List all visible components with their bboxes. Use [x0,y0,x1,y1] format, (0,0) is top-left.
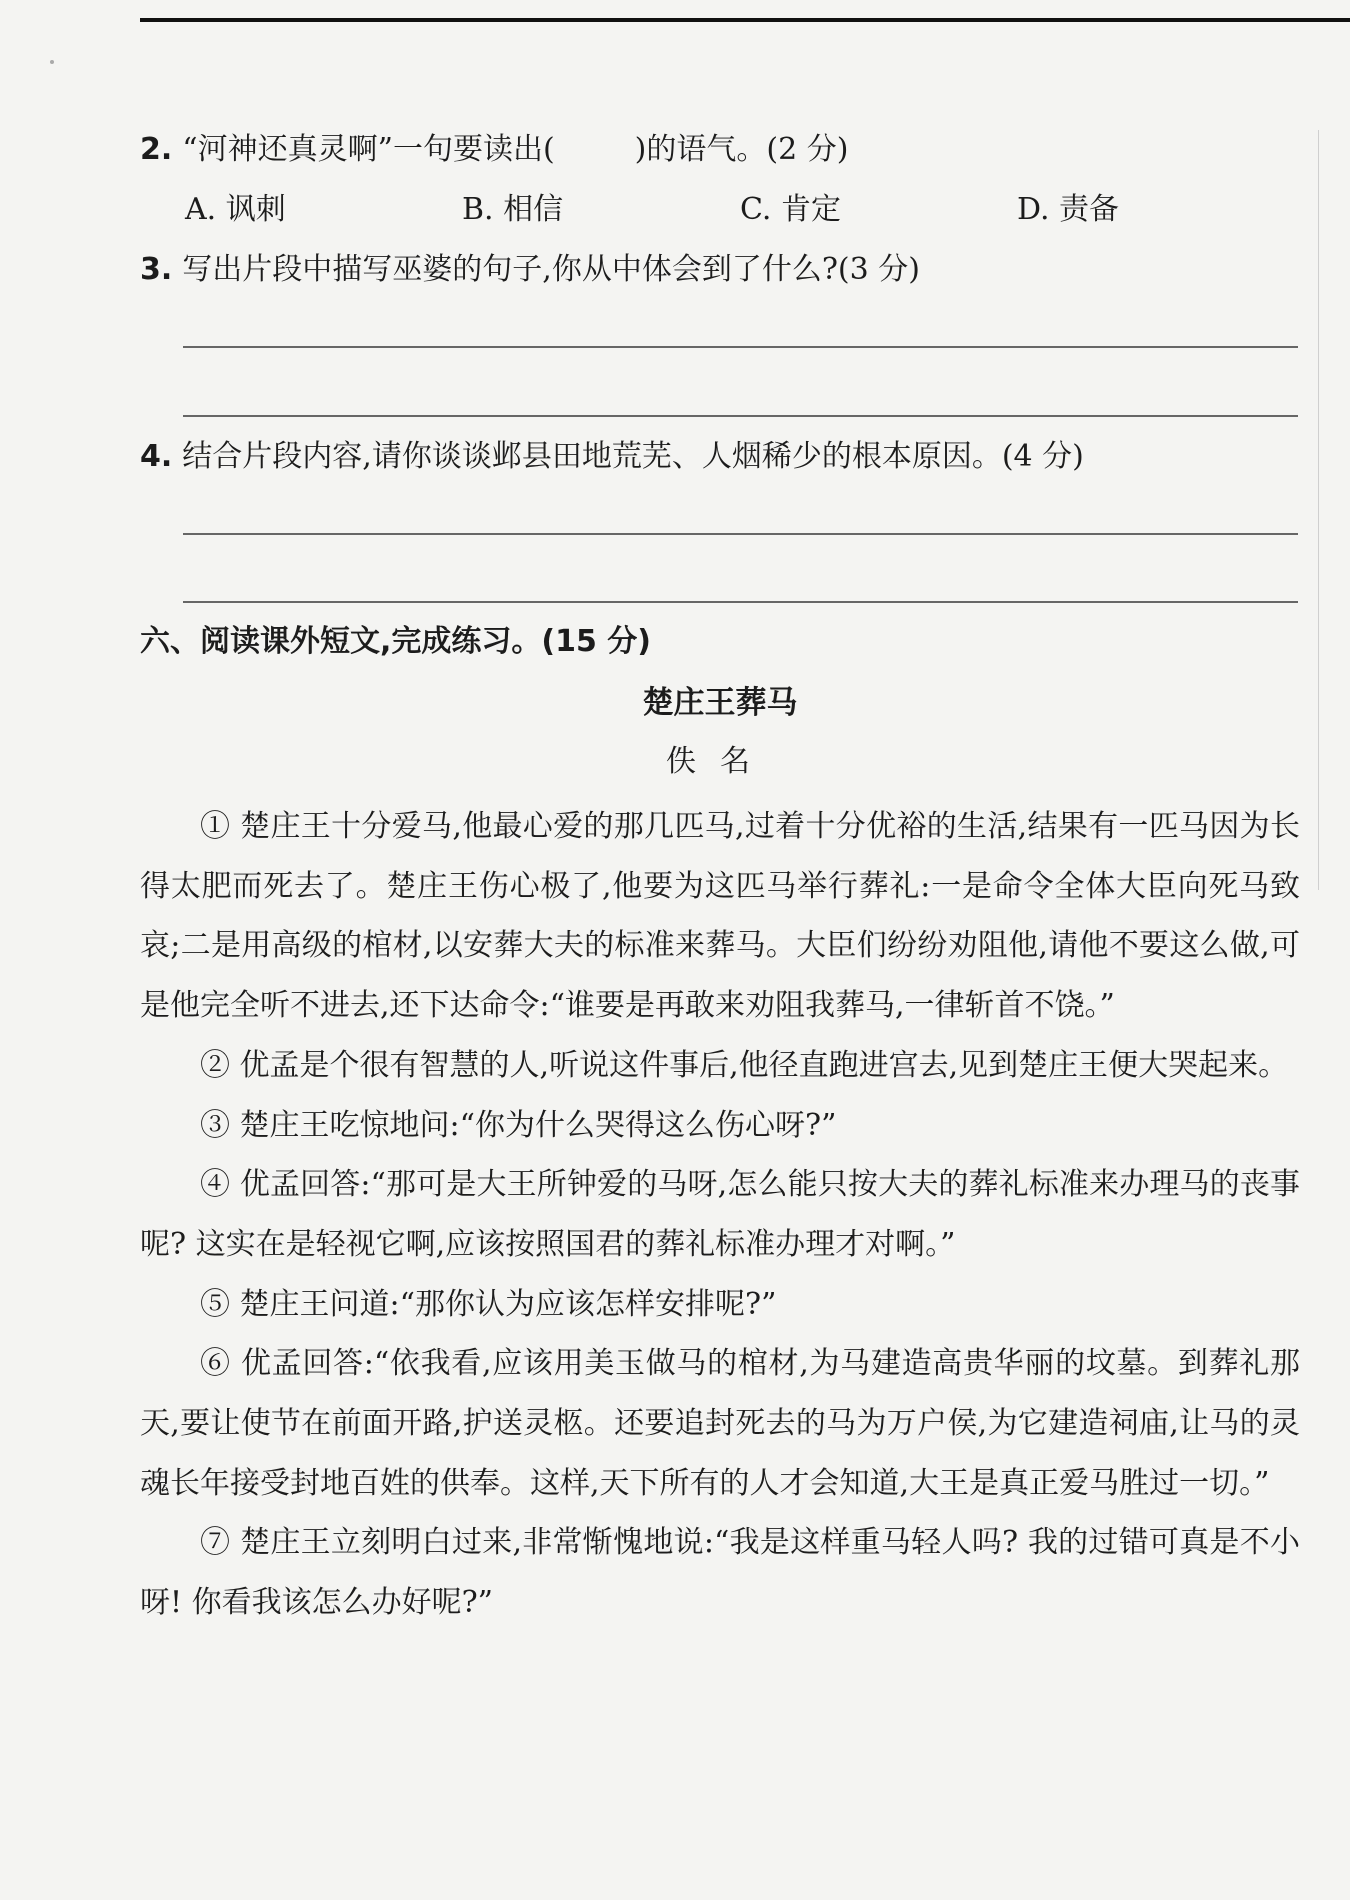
question-2 [140,130,848,170]
question-text: 结合片段内容,请你谈谈邺县田地荒芜、人烟稀少的根本原因。(4 分) [182,439,1084,474]
question-text-start: “河神还真灵啊”一句要读出( [182,132,555,167]
section-heading: 六、阅读课外短文,完成练习。(15 分) [140,624,652,659]
answer-line[interactable] [183,415,1298,417]
option-c[interactable]: C. 肯定 [740,192,841,227]
question-number: 2. [140,132,173,167]
passage-author: 佚名 [666,744,774,779]
answer-line[interactable] [183,533,1298,535]
answer-line[interactable] [183,346,1298,348]
paragraph-4: ④ 优孟回答:“那可是大王所钟爱的马呀,怎么能只按大夫的葬礼标准来办理马的丧事呢? 这实在是轻视它啊,应该按照国君的葬礼标准办理才对啊。” [140,1167,1300,1262]
answer-line[interactable] [183,601,1298,603]
paragraph-2: ② 优孟是个很有智慧的人,听说这件事后,他径直跑进宫去,见到楚庄王便大哭起来。 [200,1047,1289,1083]
question-4 [140,437,1084,477]
paragraph-1: ① 楚庄王十分爱马,他最心爱的那几匹马,过着十分优裕的生活,结果有一匹马因为长得太肥而死去了。楚庄王伤心极了,他要为这匹马举行葬礼:一是命令全体大臣向死马致哀;二是用高级的棺材,以安葬大夫的标准来葬马。大臣们纷纷劝阻他,请他不要这么做,可是他完全听不进去,还下达命令:“谁要是再敢来劝阻我葬马,一律斩首不饶。” [140,809,1300,1024]
question-number: 4. [140,439,173,474]
passage-title: 楚庄王葬马 [642,685,798,721]
paragraph-5: ⑤ 楚庄王问道:“那你认为应该怎样安排呢?” [200,1286,777,1322]
option-a[interactable]: A. 讽刺 [185,192,286,227]
question-number: 3. [140,252,173,287]
question-text: 写出片段中描写巫婆的句子,你从中体会到了什么?(3 分) [182,252,920,287]
scan-speck [50,60,54,64]
paragraph-3: ③ 楚庄王吃惊地问:“你为什么哭得这么伤心呀?” [200,1107,837,1143]
option-b[interactable]: B. 相信 [462,192,564,227]
question-3 [140,250,920,290]
passage-body [140,797,1300,1633]
paragraph-6: ⑥ 优孟回答:“依我看,应该用美玉做马的棺材,为马建造高贵华丽的坟墓。到葬礼那天,要让使节在前面开路,护送灵柩。还要追封死去的马为万户侯,为它建造祠庙,让马的灵魂长年接受封地百姓的供奉。这样,天下所有的人才会知道,大王是真正爱马胜过一切。” [140,1346,1300,1501]
question-text-end: )的语气。(2 分) [634,132,849,167]
paragraph-7: ⑦ 楚庄王立刻明白过来,非常惭愧地说:“我是这样重马轻人吗? 我的过错可真是不小呀! 你看我该怎么办好呢?” [140,1525,1300,1621]
top-border-line [140,18,1350,22]
option-d[interactable]: D. 责备 [1017,192,1120,227]
